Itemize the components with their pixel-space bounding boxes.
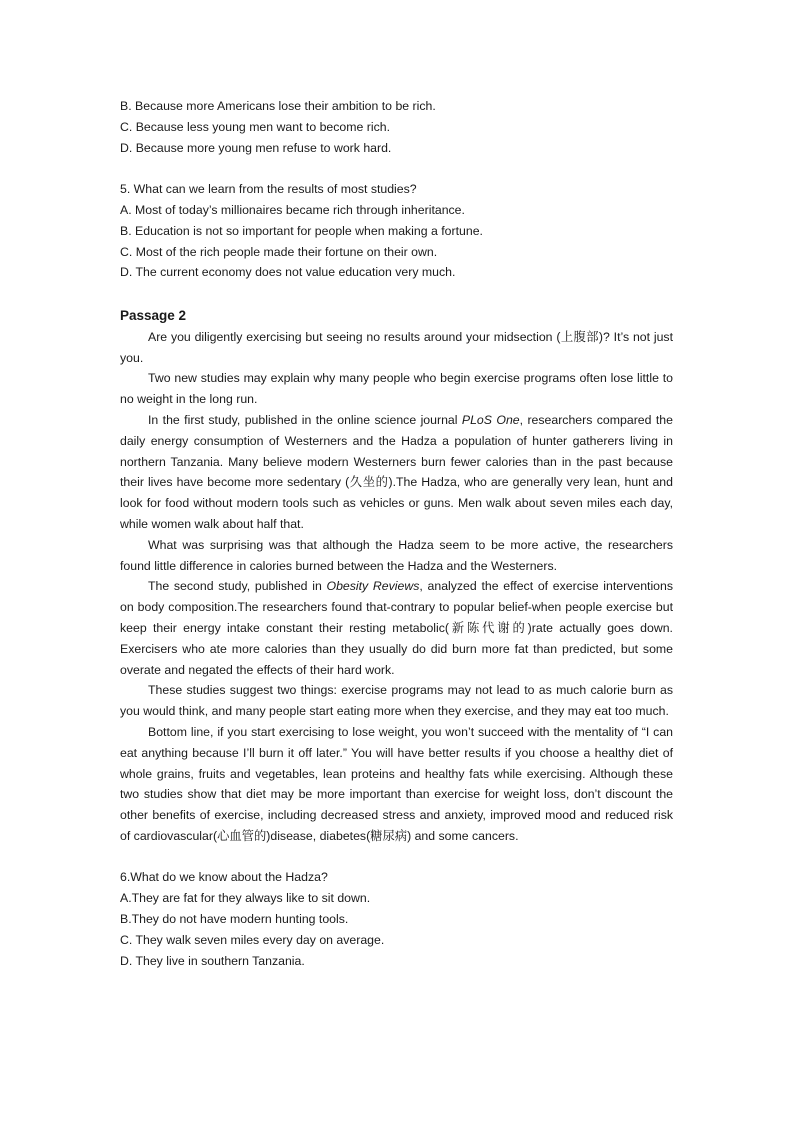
passage-title: Passage 2 (120, 307, 187, 323)
q4-option-b: B. Because more Americans lose their ambition to be rich. (120, 99, 436, 113)
q6-option-a: A.They are fat for they always like to sit down. (120, 891, 371, 906)
paragraph-7: Bottom line, if you start exercising to lose weight, you won’t succeed with the mentality of “I can eat anything because I’ll burn it off later.” You will have better results if you choose a healthy diet of whole grains, fruits and vegetables, lean proteins and healthy fats while exercising. Although these two studies show that diet may be more important than exercise for weight loss, don’t discount the other benefits of exercise, including decreased stress and anxiety, improved mood and reduced risk of cardiovascular(心血管的)disease, diabetes(糖尿病) and some cancers. (120, 724, 673, 843)
q5-question: 5. What can we learn from the results of most studies? (120, 182, 417, 197)
paragraph-2: Two new studies may explain why many people who begin exercise programs often lose little to no weight in the long run. (120, 371, 673, 407)
q5-option-a: A. Most of today’s millionaires became rich through inheritance. (120, 202, 465, 217)
paragraph-4: What was surprising was that although the Hadza seem to be more active, the researchers found little difference in calories burned between the Hadza and the Westerners. (120, 537, 673, 573)
journal-title-obesity: Obesity Reviews (326, 579, 420, 594)
paragraph-3: In the first study, published in the online science journal PLoS One, researchers compared the daily energy consumption of Westerners and the Hadza a population of hunter gatherers living in northern Tanzania. Many believe modern Westerners burn fewer calories than in the past because their lives have become more sedentary (久坐的).The Hadza, who are generally very lean, hunt and look for food without modern tools such as vehicles or guns. Men walk about seven miles each day, while women walk about half that. (120, 412, 673, 531)
q5-option-b: B. Education is not so important for people when making a fortune. (120, 223, 483, 238)
paragraph-5: The second study, published in Obesity Reviews, analyzed the effect of exercise interventions on body composition.The researchers found that-contrary to popular belief-when people exercise but keep their energy intake constant their resting metabolic(新陈代谢的)rate actually goes down. Exercisers who ate more calories than they usually do did burn more fat than predicted, but some overate and negated the effects of their hard work. (120, 579, 674, 677)
paragraph-6: These studies suggest two things: exercise programs may not lead to as much calorie burn as you would think, and many people start eating more when they exercise, and they may eat too much. (120, 683, 673, 719)
q4-option-c: C. Because less young men want to become rich. (120, 119, 390, 134)
journal-title-plos: PLoS One (461, 412, 520, 427)
q5-option-d: D. The current economy does not value education very much. (120, 265, 456, 280)
q6-question: 6.What do we know about the Hadza? (120, 870, 328, 885)
q5-option-c: C. Most of the rich people made their fortune on their own. (120, 244, 438, 259)
q6-option-d: D. They live in southern Tanzania. (120, 953, 305, 968)
paragraph-1: Are you diligently exercising but seeing no results around your midsection (上腹部)? It’s not just you. (120, 329, 673, 365)
q6-option-c: C. They walk seven miles every day on average. (120, 932, 385, 947)
q4-option-d: D. Because more young men refuse to work hard. (120, 140, 392, 155)
document-page (120, 96, 673, 971)
q6-option-b: B.They do not have modern hunting tools. (120, 912, 349, 927)
